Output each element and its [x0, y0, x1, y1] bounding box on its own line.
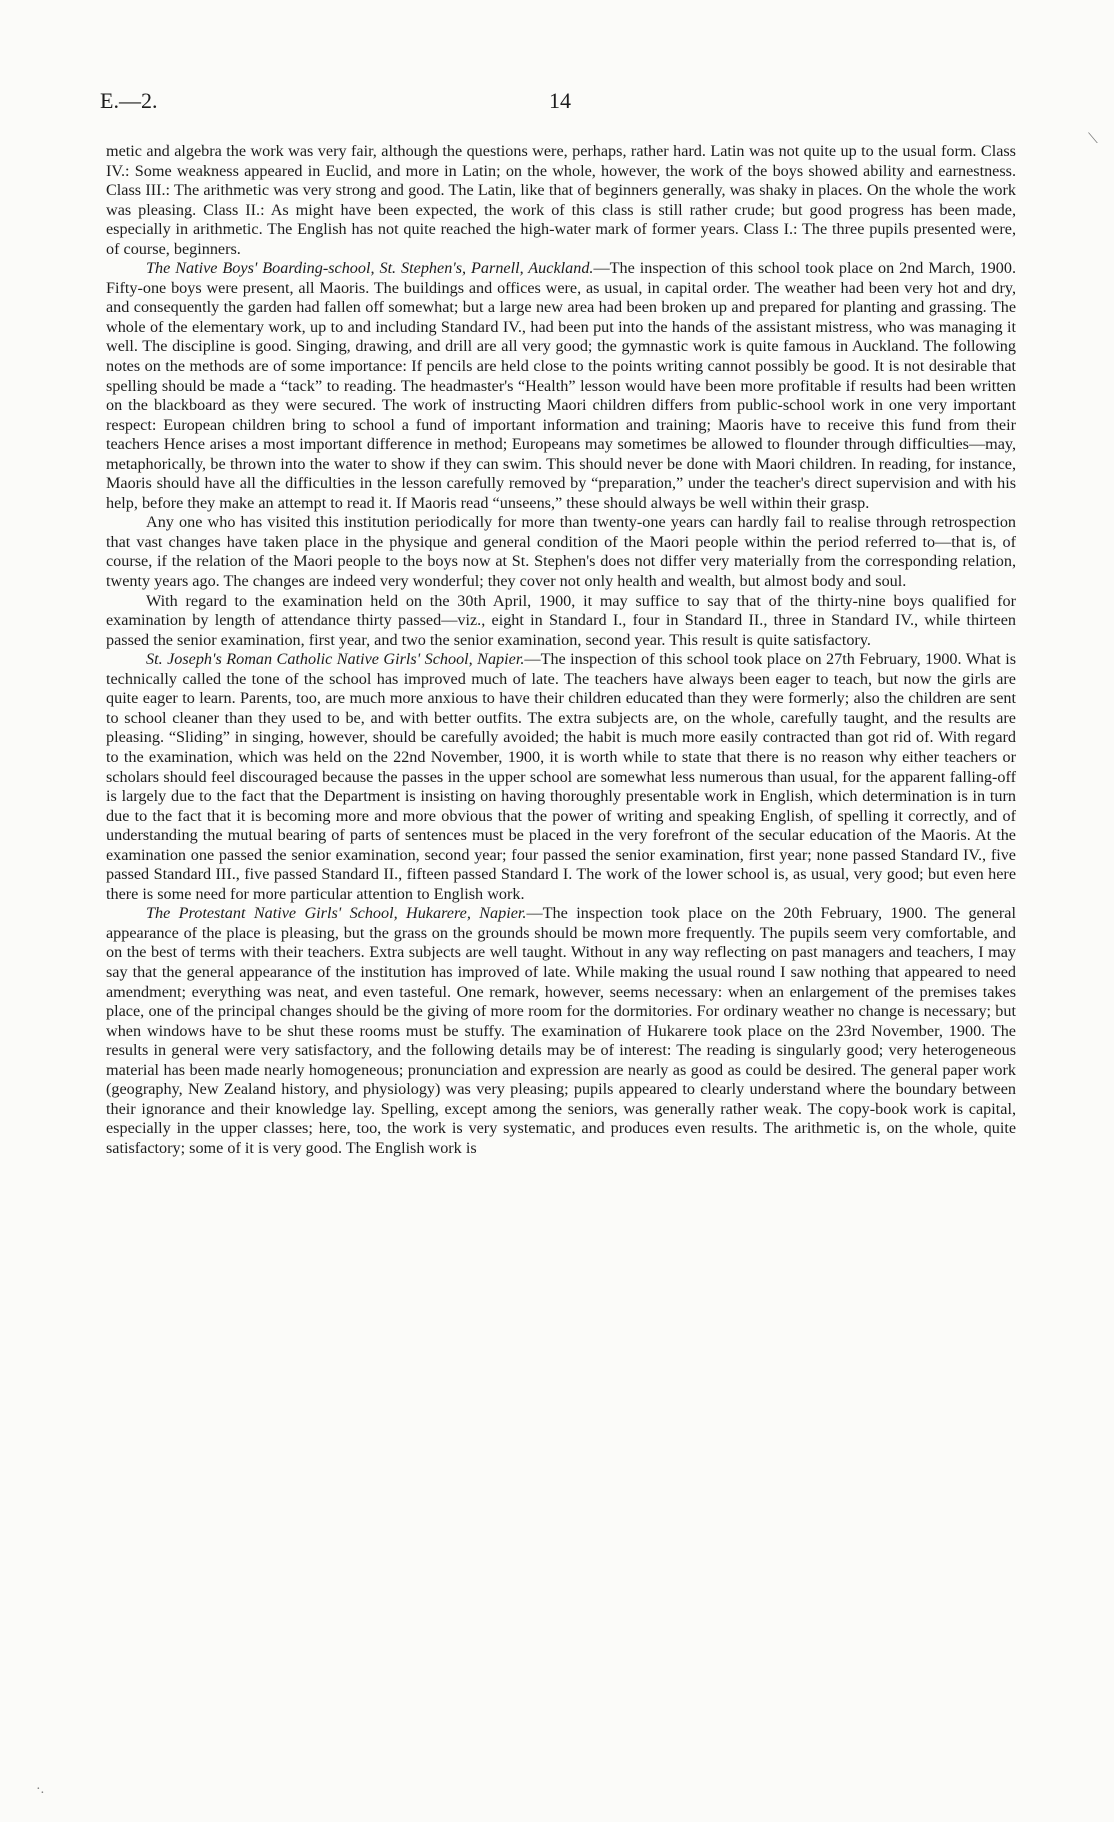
paragraph: [106, 259, 1016, 513]
paragraph-text: —The inspection of this school took place on 2nd March, 1900. Fifty-one boys were present, all Maoris. The buildings and offices were, as usual, in capital order. The weather had been very hot and dry, and consequently the garden had fallen off somewhat; but a large new area had been broken up and prepared for planting and grassing. The whole of the elementary work, up to and including Standard IV., had been put into the hands of the assistant mistress, who was managing it well. The discipline is good. Singing, drawing, and drill are all very good; the gymnastic work is quite famous in Auckland. The following notes on the methods are of some importance: If pencils are held close to the points writing cannot possibly be good. It is not desirable that spelling should be made a “tack” to reading. The headmaster's “Health” lesson would have been more profitable if results had been written on the blackboard as they were secured. The work of instructing Maori children differs from public-school work in one very important respect: European children bring to school a fund of important information and training; Maoris have to receive this fund from their teachers Hence arises a most important difference in method; Europeans may sometimes be allowed to flounder through difficulties—may, metaphorically, be thrown into the water to show if they can swim. This should never be done with Maori children. In reading, for instance, Maoris should have all the difficulties in the lesson carefully removed by “preparation,” under the teacher's direct supervision and with his help, before they make an attempt to read it. If Maoris read “unseens,” these should always be well within their grasp.: [106, 259, 1016, 512]
paragraph: [106, 513, 1016, 591]
paragraph: [106, 650, 1016, 904]
page-number: 14: [549, 88, 571, 113]
paragraph-text: —The inspection of this school took place on 27th February, 1900. What is technically called the tone of the school has improved much of late. The teachers have always been eager to teach, but now the girls are quite eager to learn. Parents, too, are much more anxious to have their children educated than they were formerly; also the children are sent to school cleaner than they used to be, and with better outfits. The extra subjects are, on the whole, carefully taught, and the results are pleasing. “Sliding” in singing, however, should be carefully avoided; the habit is much more easily contracted than got rid of. With regard to the examination, which was held on the 22nd November, 1900, it is worth while to state that there is no reason why either teachers or scholars should feel discouraged because the passes in the upper school are somewhat less numerous than usual, for the apparent falling-off is largely due to the fact that the Department is insisting on having thoroughly presentable work in English, which determination is in turn due to the fact that it is becoming more and more obvious that the power of writing and speaking English, of spelling it correctly, and of understanding the mutual bearing of parts of sentences must be placed in the very forefront of the secular education of the Maoris. At the examination one passed the senior examination, second year; four passed the senior examination, first year; none passed Standard IV., five passed Standard III., five passed Standard II., fifteen passed Standard I. The work of the lower school is, as usual, very good; but even here there is some need for more particular attention to English work.: [106, 650, 1016, 903]
margin-mark: ·.: [36, 1782, 45, 1797]
page-header: [100, 88, 1020, 118]
paragraph: [106, 142, 1016, 259]
margin-mark: ⟍: [1088, 132, 1098, 147]
paragraph: [106, 904, 1016, 1158]
paragraph-text: Any one who has visited this institution periodically for more than twenty-one years can hardly fail to realise through retrospection that vast changes have taken place in the physique and general condition of the Maori people within the period referred to—that is, of course, if the relation of the Maori people to the boys now at St. Stephen's does not differ very materially from the corresponding relation, twenty years ago. The changes are indeed very wonderful; they cover not only health and wealth, but almost body and soul.: [106, 513, 1016, 591]
paragraph-title: The Native Boys' Boarding-school, St. Stephen's, Parnell, Auckland.: [146, 259, 594, 278]
document-reference: E.—2.: [100, 88, 158, 113]
paragraph-text: metic and algebra the work was very fair, although the questions were, perhaps, rather hard. Latin was not quite up to the usual form. Class IV.: Some weakness appeared in Euclid, and more in Latin; on the whole, however, the work of the boys showed ability and earnestness. Class III.: The arithmetic was very strong and good. The Latin, like that of beginners generally, was shaky in places. On the whole the work was pleasing. Class II.: As might have been expected, the work of this class is still rather crude; but good progress has been made, especially in arithmetic. The English has not quite reached the high-water mark of former years. Class I.: The three pupils presented were, of course, beginners.: [106, 142, 1016, 258]
paragraph: [106, 592, 1016, 651]
paragraph-text: With regard to the examination held on the 30th April, 1900, it may suffice to say that of the thirty-nine boys qualified for examination by length of attendance thirty passed—viz., eight in Standard I., four in Standard II., three in Standard IV., while thirteen passed the senior examination, first year, and two the senior examination, second year. This result is quite satisfactory.: [106, 591, 1016, 649]
body-text: [106, 142, 1016, 1158]
paragraph-text: —The inspection took place on the 20th February, 1900. The general appearance of the place is pleasing, but the grass on the grounds should be mown more frequently. The pupils seem very comfortable, and on the best of terms with their teachers. Extra subjects are well taught. Without in any way reflecting on past managers and teachers, I may say that the general appearance of the institution has improved of late. While making the usual round I saw nothing that appeared to need amendment; everything was neat, and even tasteful. One remark, however, seems necessary: when an enlargement of the premises takes place, one of the principal changes should be the giving of more room for the dormitories. For ordinary weather no change is necessary; but when windows have to be shut these rooms must be stuffy. The examination of Hukarere took place on the 23rd November, 1900. The results in general were very satisfactory, and the following details may be of interest: The reading is singularly good; very heterogeneous material has been made nearly homogeneous; pronunciation and expression are nearly as good as could be desired. The general paper work (geography, New Zealand history, and physiology) was very pleasing; pupils appeared to clearly understand where the boundary between their ignorance and their knowledge lay. Spelling, except among the seniors, was generally rather weak. The copy-book work is capital, especially in the upper classes; here, too, the work is very systematic, and produces even results. The arithmetic is, on the whole, quite satisfactory; some of it is very good. The English work is: [106, 904, 1016, 1157]
paragraph-title: The Protestant Native Girls' School, Hukarere, Napier.: [146, 904, 527, 923]
paragraph-title: St. Joseph's Roman Catholic Native Girls' School, Napier.: [146, 650, 525, 669]
